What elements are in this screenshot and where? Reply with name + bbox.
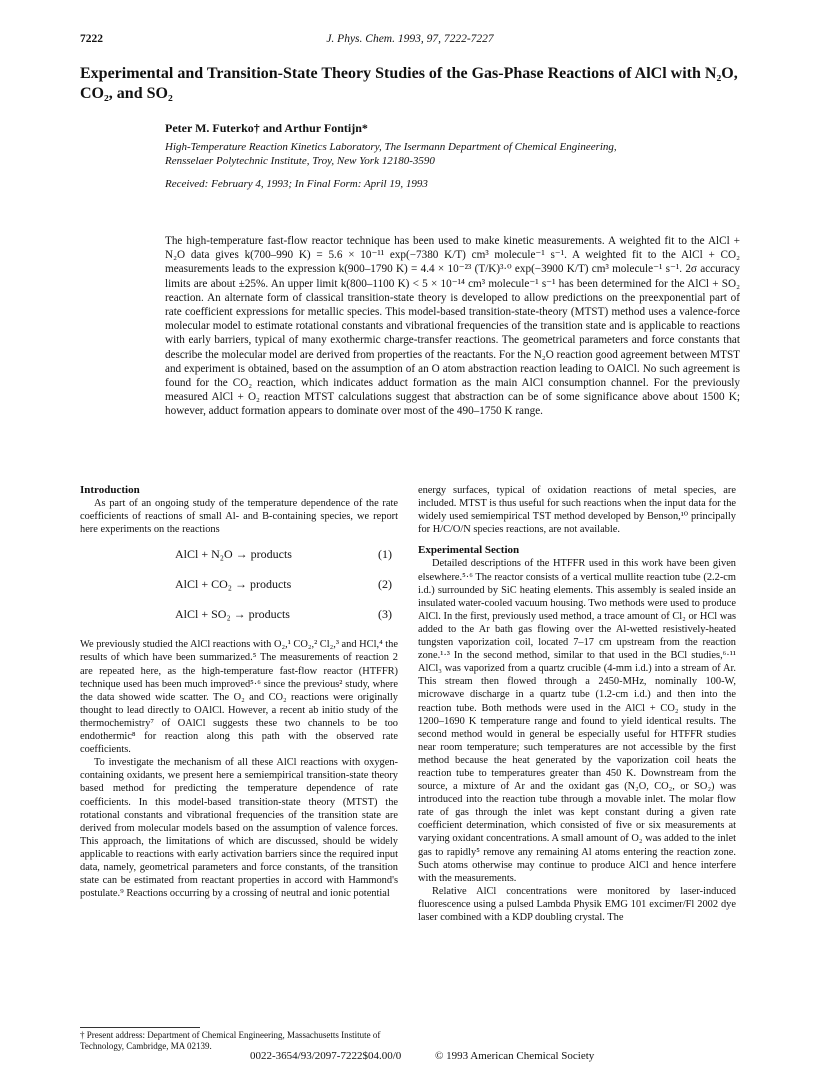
footnote-rule — [80, 1027, 200, 1028]
footnote: † Present address: Department of Chemical Engineering, Massachusetts Institute of Technology, Cambridge, MA 02139. — [80, 1030, 381, 1051]
equation-number: (3) — [378, 607, 392, 622]
experimental-paragraph: Relative AlCl concentrations were monitored by laser-induced fluorescence using a pulsed Lambda Physik EMG 101 excimer/Fl 2002 dye laser combined with a KDP doubling crystal. The — [418, 885, 736, 923]
affiliation-line: Rensselaer Polytechnic Institute, Troy, New York 12180-3590 — [165, 155, 435, 167]
copyright: © 1993 American Chemical Society — [435, 1050, 595, 1062]
equation-1 — [80, 542, 398, 572]
section-heading-introduction: Introduction — [80, 484, 140, 496]
journal-citation: J. Phys. Chem. 1993, 97, 7222-7227 — [326, 33, 494, 45]
article-title: Experimental and Transition-State Theory Studies of the Gas-Phase Reactions of AlCl with N₂O, CO₂, and SO₂ — [80, 65, 738, 102]
section-heading-experimental: Experimental Section — [418, 544, 520, 557]
equation-number: (1) — [378, 547, 392, 562]
equation-text: AlCl + N₂O → products — [175, 547, 292, 562]
abstract: The high-temperature fast-flow reactor technique has been used to make kinetic measurements. A weighted fit to the AlCl + N₂O data gives k(700–990 K) = 5.6 × 10⁻¹¹ exp(−7380 K/T) cm³ molecule⁻¹ s⁻¹. A weighted fit to the AlCl + CO₂ measurements leads to the expression k(900–1790 K) = 4.4 × 10⁻²³ (T/K)³·⁰ exp(−3900 K/T) cm³ molecule⁻¹ s⁻¹. 2σ accuracy limits are about ±25%. An upper limit k(800–1100 K) < 5 × 10⁻¹⁴ cm³ molecule⁻¹ s⁻¹ has been determined for the AlCl + SO₂ reaction. An alternate form of classical transition-state theory is developed to allow predictions on the preexponential part of rate coefficient expressions for metallic species. This model-based transition-state-theory (MTST) method uses a valence-force molecular model to estimate rotational constants and vibrational frequencies of the transition state and is applicable to reactions with early barriers, typical of many exothermic charge-transfer reactions. The geometrical parameters and force constants that describe the molecular model are derived from properties of the reactants. For the N₂O reaction good agreement between MTST and experiment is obtained, based on the assumption of an O atom abstraction reaction leading to OAlCl. No such agreement is found for the CO₂ reaction, which indicates adduct formation as the main AlCl consumption channel. For the previously measured AlCl + O₂ reaction MTST calculations suggest that abstraction can be of some significance above about 1500 K; however, adduct formation appears to dominate over most of the 490–1750 K range. — [165, 235, 740, 418]
page-number: 7222 — [80, 33, 103, 45]
intro-paragraph: We previously studied the AlCl reactions with O₂,¹ CO₂,² Cl₂,³ and HCl,⁴ the results of which have been summarized.⁵ The measurements of reaction 2 are repeated here, as the high-temperature fast-flow reactor (HTFFR) technique used has been much improved⁵·⁶ since the previous² study, where the data showed wide scatter. The O₂ and CO₂ reactions were originally thought to lead directly to OAlCl. However, a recent ab initio study of the thermochemistry⁷ of OAlCl suggests these two channels to be too endothermic⁸ for reaction along this path with the observed rate coefficients. — [80, 639, 398, 756]
equation-text: AlCl + CO₂ → products — [175, 577, 292, 592]
left-column — [80, 484, 398, 900]
equation-text: AlCl + SO₂ → products — [175, 607, 290, 622]
author-list: Peter M. Futerko† and Arthur Fontijn* — [165, 121, 368, 135]
equation-2 — [80, 572, 398, 602]
running-header — [80, 33, 740, 49]
affiliation — [165, 140, 725, 168]
intro-paragraph: As part of an ongoing study of the temperature dependence of the rate coefficients of reactions of small Al- and B-containing species, we report here experiments on the reactions — [80, 498, 398, 536]
article-code: 0022-3654/93/2097-7222$04.00/0 — [250, 1050, 402, 1062]
equation-number: (2) — [378, 577, 392, 592]
affiliation-line: High-Temperature Reaction Kinetics Laboratory, The Isermann Department of Chemical Engineering, — [165, 141, 617, 153]
intro-paragraph: To investigate the mechanism of all these AlCl reactions with oxygen-containing oxidants, we present here a semiempirical transition-state theory based method for predicting the temperature dependence of rate coefficients. In this model-based transition-state theory (MTST) the rotational constants and vibrational frequencies of the transition state are derived from molecular models based on the assumption of valence forces. This approach, the limitations of which are discussed, should be widely applicable to reactions with early activation barriers since the required input data, namely, geometrical parameters and force constants, of the transition state can be estimated from reactant properties in accord with Hammond's postulate.⁹ Reactions occurring by a crossing of neutral and ionic potential — [80, 757, 398, 900]
equation-3 — [80, 602, 398, 632]
intro-paragraph-continued: energy surfaces, typical of oxidation reactions of metal species, are included. MTST is thus useful for such reactions when the input data for the widely used semiempirical TST method developed by Benson,¹⁰ principally for H/C/O/N species reactions, are not available. — [418, 485, 736, 536]
received-dates: Received: February 4, 1993; In Final Form: April 19, 1993 — [165, 178, 428, 190]
right-column — [418, 484, 736, 924]
experimental-paragraph: Detailed descriptions of the HTFFR used in this work have been given elsewhere.⁵·⁶ The reactor consists of a vertical mullite reaction tube (2.2-cm i.d.) surrounded by SiC heating elements. This assembly is sealed inside an insulated water-cooled vacuum housing. Two methods were used to produce AlCl. In the first, previously used method, a trace amount of Cl₂ or HCl was added to the Ar bath gas flowing over the Al-wetted resistively-heated tungsten vaporization coil, located 7–17 cm upstream from the reaction zone.¹·³ In the second method, similar to that used in the BCl studies,⁶·¹¹ AlCl₃ was vaporized from a quartz crucible (4-mm i.d.) into a stream of Ar. This stream then flowed through a 2450-MHz, nominally 100-W, microwave discharge in a quartz tube (1.2-cm i.d.) and then into the reaction tube. Both methods were used in the AlCl + CO₂ study in the 1200–1690 K temperature range and found to yield identical results. The second method would in general be especially useful for HTFFR studies near room temperature; such temperatures are not accessible by the first method because the heat generated by the vaporization coil heats the reaction tube to temperatures greater than 450 K. Downstream from the source, a mixture of Ar and the oxidant gas (N₂O, CO₂, or SO₂) was introduced into the reaction tube through a movable inlet. The molar flow rate of gas through the inlet was kept constant during a given rate coefficient determination, which consisted of five or six measurements at varying oxidant concentrations. A small amount of O₂ was added to the inlet gas to rapidly⁵ remove any remaining Al atoms entering the reaction zone. Such atoms otherwise may continue to produce AlCl and hence interfere with the measurements. — [418, 558, 736, 884]
